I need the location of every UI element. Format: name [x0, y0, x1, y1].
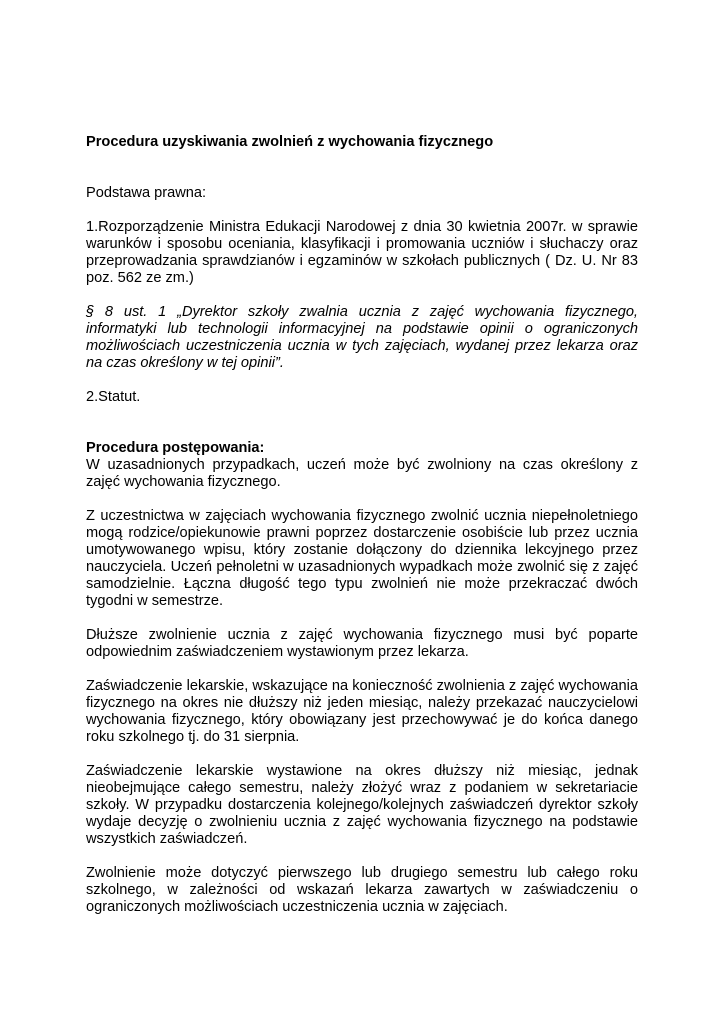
document-page [86, 134, 638, 916]
regulation-quote: § 8 ust. 1 „Dyrektor szkoły zwalnia ucznia z zajęć wychowania fizycznego, informatyki lub technologii informacyjnej na podstawie opinii o ograniczonych możliwościach uczestniczenia ucznia w tych zajęciach, wydanej przez lekarza oraz na czas określony w tej opinii”. [86, 304, 638, 371]
legal-basis-heading: Podstawa prawna: [86, 185, 207, 201]
document-title: Procedura uzyskiwania zwolnień z wychowania fizycznego [86, 134, 494, 150]
procedure-paragraph-5: Zaświadczenie lekarskie wystawione na okres dłuższy niż miesiąc, jednak nieobejmujące całego semestru, należy złożyć wraz z podaniem w sekretariacie szkoły. W przypadku dostarczenia kolejnego/kolejnych zaświadczeń dyrektor szkoły wydaje decyzję o zwolnieniu ucznia z zajęć wychowania fizycznego na podstawie wszystkich zaświadczeń. [86, 763, 638, 847]
procedure-paragraph-1: W uzasadnionych przypadkach, uczeń może być zwolniony na czas określony z zajęć wychowania fizycznego. [86, 457, 638, 490]
procedure-paragraph-4: Zaświadczenie lekarskie, wskazujące na konieczność zwolnienia z zajęć wychowania fizycznego na okres nie dłuższy niż jeden miesiąc, należy przekazać nauczycielowi wychowania fizycznego, który obowiązany jest przechowywać je do końca danego roku szkolnego tj. do 31 sierpnia. [86, 678, 638, 745]
statute-paragraph: 2.Statut. [86, 389, 141, 405]
regulation-paragraph: 1.Rozporządzenie Ministra Edukacji Narodowej z dnia 30 kwietnia 2007r. w sprawie warunków i sposobu oceniania, klasyfikacji i promowania uczniów i słuchaczy oraz przeprowadzania sprawdzianów i egzaminów w szkołach publicznych ( Dz. U. Nr 83 poz. 562 ze zm.) [86, 219, 638, 286]
procedure-paragraph-6: Zwolnienie może dotyczyć pierwszego lub drugiego semestru lub całego roku szkolnego, w zależności od wskazań lekarza zawartych w zaświadczeniu o ograniczonych możliwościach uczestniczenia ucznia w zajęciach. [86, 865, 638, 915]
procedure-paragraph-3: Dłuższe zwolnienie ucznia z zajęć wychowania fizycznego musi być poparte odpowiednim zaświadczeniem wystawionym przez lekarza. [86, 627, 638, 660]
procedure-paragraph-2: Z uczestnictwa w zajęciach wychowania fizycznego zwolnić ucznia niepełnoletniego mogą rodzice/opiekunowie prawni poprzez dostarczenie osobiście lub przez ucznia umotywowanego wpisu, który zostanie dołączony do dziennika lekcyjnego przez nauczyciela. Uczeń pełnoletni w uzasadnionych wypadkach może zwolnić się z zajęć samodzielnie. Łączna długość tego typu zwolnień nie może przekraczać dwóch tygodni w semestrze. [86, 508, 638, 609]
procedure-heading: Procedura postępowania: [86, 440, 265, 456]
